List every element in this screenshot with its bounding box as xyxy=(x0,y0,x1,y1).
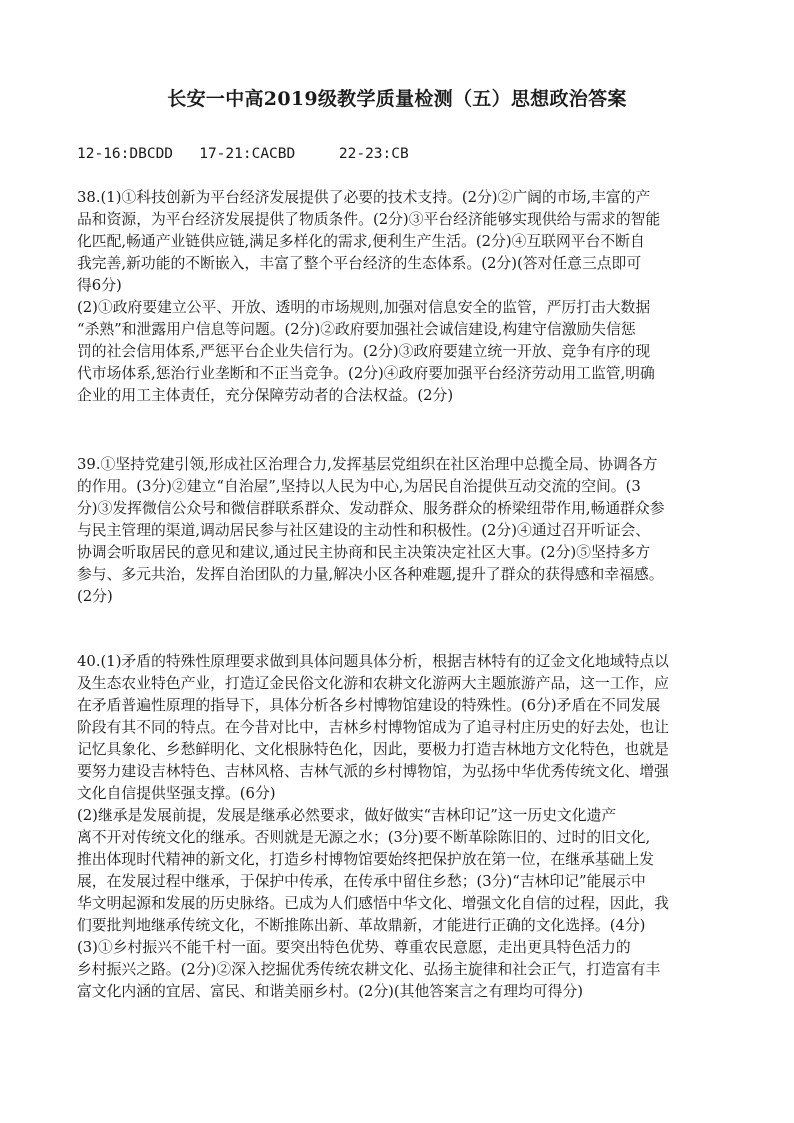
q39-line: 的作用。(3分)②建立“自治屋”,坚持以人民为中心,为居民自治提供互动交流的空间。(3 xyxy=(77,478,641,495)
q40-line: 及生态农业特色产业，打造辽金民俗文化游和农耕文化游两大主题旅游产品，这一工作，应 xyxy=(77,675,669,692)
q38-line: 我完善,新功能的不断嵌入，丰富了整个平台经济的生态体系。(2分)(答对任意三点即可 xyxy=(77,255,642,272)
q40-line: 展，在发展过程中继承，于保护中传承，在传承中留住乡愁；(3分)“吉林印记”能展示中 xyxy=(77,873,646,890)
q39-line: (2分) xyxy=(77,588,113,605)
q40-line: 阶段有其不同的特点。在今昔对比中，吉林乡村博物馆成为了追寻村庄历史的好去处，也让 xyxy=(77,719,669,736)
q38-line: 化匹配,畅通产业链供应链,满足多样化的需求,便利生产生活。(2分)④互联网平台不断自 xyxy=(77,233,645,250)
q40-line: (3)①乡村振兴不能千村一面。要突出特色优势、尊重农民意愿，走出更具特色活力的 xyxy=(77,939,631,956)
q40-line: (2)继承是发展前提，发展是继承必然要求，做好做实“吉林印记”这一历史文化遗产 xyxy=(77,807,617,824)
q38-line: 罚的社会信用体系,严惩平台企业失信行为。(2分)③政府要建立统一开放、竞争有序的现 xyxy=(77,343,651,360)
q39-line: 参与、多元共治，发挥自治团队的力量,解决小区各种难题,提升了群众的获得感和幸福感。 xyxy=(77,566,664,583)
q38-line: 得6分) xyxy=(77,277,122,294)
q39-line: 39.①坚持党建引领,形成社区治理合力,发挥基层党组织在社区治理中总揽全局、协调各方 xyxy=(77,456,658,473)
page-title: 长安一中高2019级教学质量检测（五）思想政治答案 xyxy=(167,88,627,110)
q39-line: 分)③发挥微信公众号和微信群联系群众、发动群众、服务群众的桥梁纽带作用,畅通群众参 xyxy=(77,500,665,517)
q40-line: 记忆具象化、乡愁鲜明化、文化根脉特色化，因此，要极力打造吉林地方文化特色，也就是 xyxy=(77,741,669,758)
q39-line: 协调会听取居民的意见和建议,通过民主协商和民主决策决定社区大事。(2分)⑤坚持多方 xyxy=(77,544,651,561)
q40-line: 在矛盾普遍性原理的指导下，具体分析各乡村博物馆建设的特殊性。(6分)矛盾在不同发展 xyxy=(77,697,661,714)
multiple-choice-answers: 12-16:DBCDD 17-21:CACBD 22-23:CB xyxy=(77,146,409,162)
q40-line: 富文化内涵的宜居、富民、和谐美丽乡村。(2分)(其他答案言之有理均可得分) xyxy=(77,983,584,1000)
q40-line: 华文明起源和发展的历史脉络。已成为人们感悟中华文化、增强文化自信的过程，因此，我 xyxy=(77,895,669,912)
q38-line: 38.(1)①科技创新为平台经济发展提供了必要的技术支持。(2分)②广阔的市场,丰富的产 xyxy=(77,189,651,206)
q38-line: 代市场体系,惩治行业垄断和不正当竞争。(2分)④政府要加强平台经济劳动用工监管,明确 xyxy=(77,365,655,382)
q38-line: 品和资源，为平台经济发展提供了物质条件。(2分)③平台经济能够实现供给与需求的智能 xyxy=(77,211,661,228)
q40-line: 40.(1)矛盾的特殊性原理要求做到具体问题具体分析，根据吉林特有的辽金文化地域特点以 xyxy=(77,653,669,670)
q38-line: “杀熟”和泄露用户信息等问题。(2分)②政府要加强社会诚信建设,构建守信激励失信惩 xyxy=(77,321,636,338)
q40-line: 离不开对传统文化的继承。否则就是无源之水；(3分)要不断革除陈旧的、过时的旧文化, xyxy=(77,829,651,846)
q40-line: 们要批判地继承传统文化，不断推陈出新、革故鼎新，才能进行正确的文化选择。(4分) xyxy=(77,917,646,934)
q40-line: 文化自信提供坚强支撑。(6分) xyxy=(77,785,276,802)
q38-line: 企业的用工主体责任，充分保障劳动者的合法权益。(2分) xyxy=(77,387,454,404)
q38-line: (2)①政府要建立公平、开放、透明的市场规则,加强对信息安全的监管，严厉打击大数据 xyxy=(77,299,651,316)
q40-line: 要努力建设吉林特色、吉林风格、吉林气派的乡村博物馆，为弘扬中华优秀传统文化、增强 xyxy=(77,763,669,780)
q40-line: 乡村振兴之路。(2分)②深入挖掘优秀传统农耕文化、弘扬主旋律和社会正气，打造富有丰 xyxy=(77,961,661,978)
q39-line: 与民主管理的渠道,调动居民参与社区建设的主动性和积极性。(2分)④通过召开听证会、 xyxy=(77,522,651,539)
q40-line: 推出体现时代精神的新文化，打造乡村博物馆要始终把保护放在第一位，在继承基础上发 xyxy=(77,851,655,868)
